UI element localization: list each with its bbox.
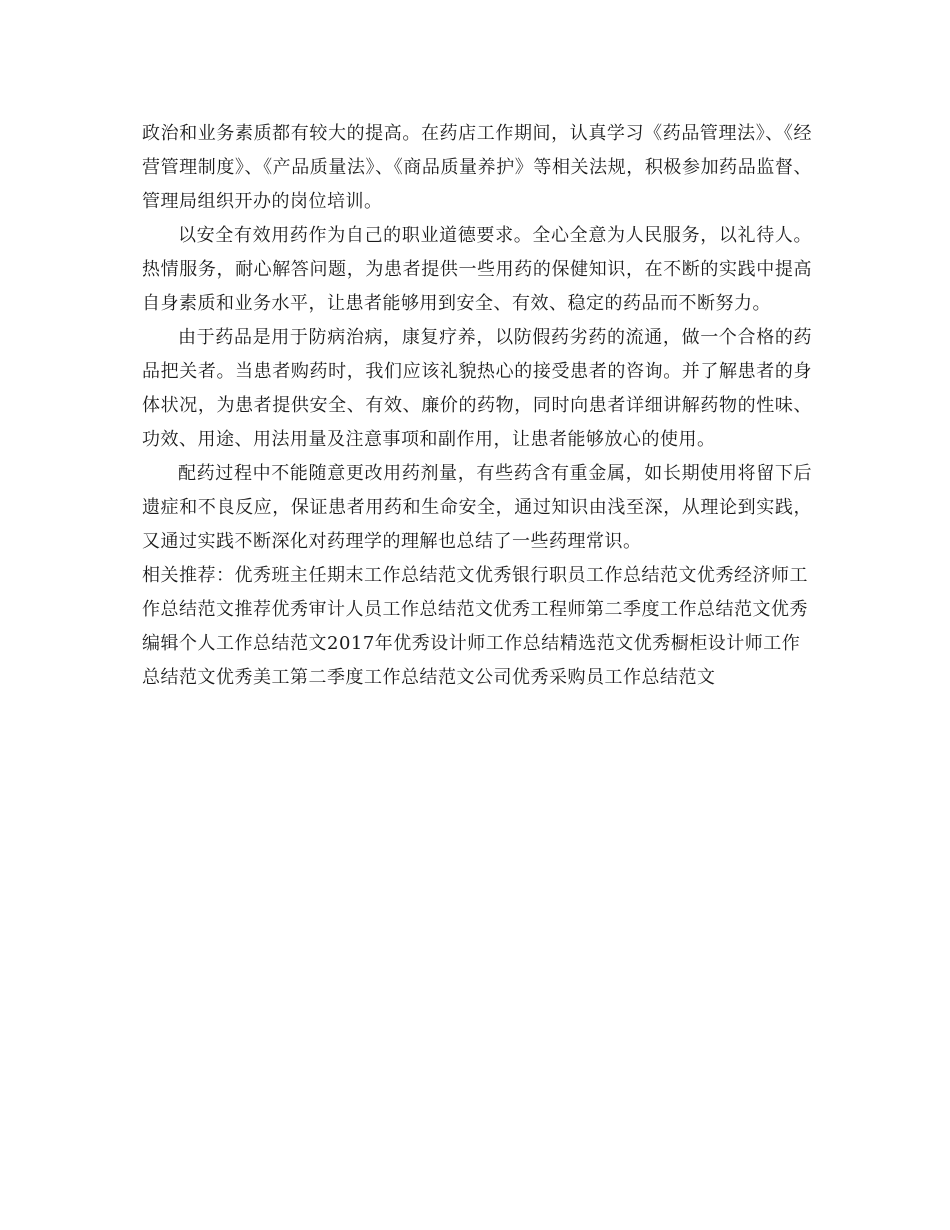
paragraph-4: 配药过程中不能随意更改用药剂量，有些药含有重金属，如长期使用将留下后遗症和不良反应，保证患者用药和生命安全，通过知识由浅至深，从理论到实践，又通过实践不断深化对药理学的理解也总结了一些药理常识。: [142, 463, 812, 552]
paragraph-2: 以安全有效用药作为自己的职业道德要求。全心全意为人民服务，以礼待人。热情服务，耐心解答问题，为患者提供一些用药的保健知识，在不断的实践中提高自身素质和业务水平，让患者能够用到安全、有效、稳定的药品而不断努力。: [142, 225, 812, 314]
document-body: [142, 117, 812, 695]
paragraph-3: 由于药品是用于防病治病，康复疗养，以防假药劣药的流通，做一个合格的药品把关者。当患者购药时，我们应该礼貌热心的接受患者的咨询。并了解患者的身体状况，为患者提供安全、有效、廉价的药物，同时向患者详细讲解药物的性味、功效、用途、用法用量及注意事项和副作用，让患者能够放心的使用。: [142, 327, 812, 450]
related-recommendations: 相关推荐：优秀班主任期末工作总结范文优秀银行职员工作总结范文优秀经济师工作总结范文推荐优秀审计人员工作总结范文优秀工程师第二季度工作总结范文优秀编辑个人工作总结范文2017年优秀设计师工作总结精选范文优秀橱柜设计师工作总结范文优秀美工第二季度工作总结范文公司优秀采购员工作总结范文: [142, 565, 808, 688]
paragraph-1: 政治和业务素质都有较大的提高。在药店工作期间，认真学习《药品管理法》、《经营管理制度》、《产品质量法》、《商品质量养护》等相关法规，积极参加药品监督、管理局组织开办的岗位培训。: [142, 123, 812, 212]
